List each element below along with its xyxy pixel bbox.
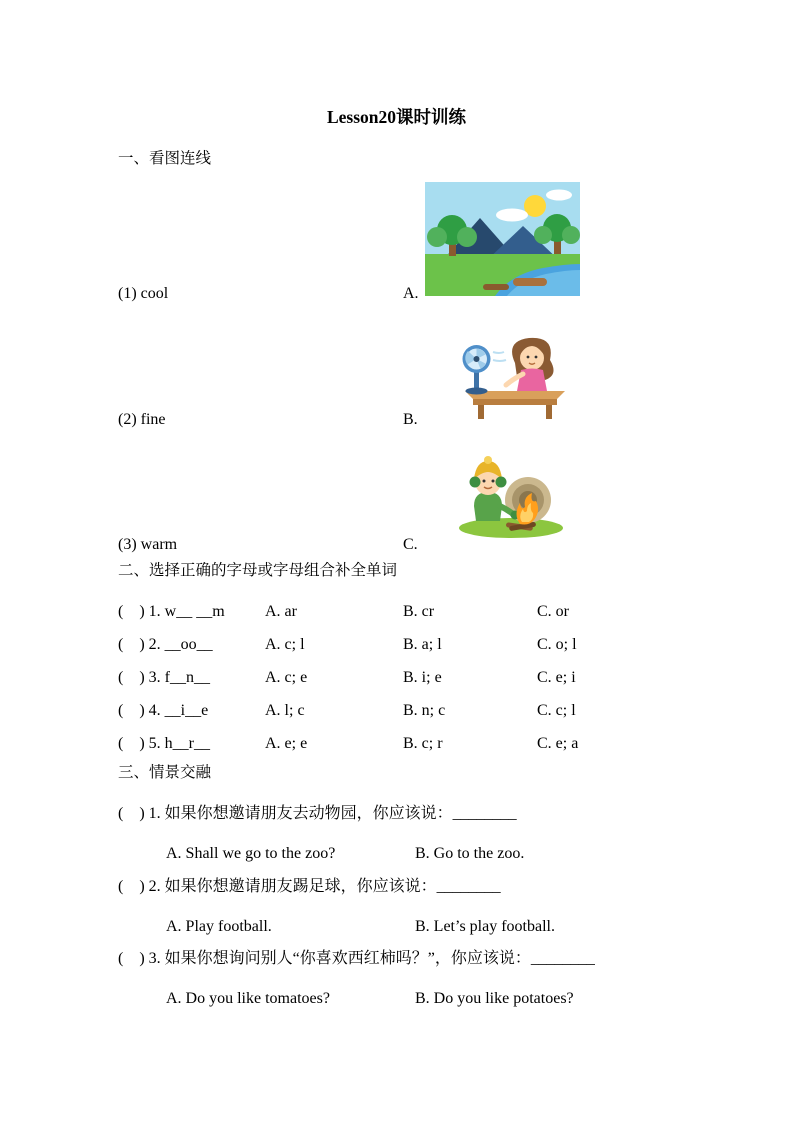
match-word-cool: (1) cool [118, 285, 169, 302]
word-option-1b: B. cr [403, 603, 435, 620]
word-option-4c: C. c; l [537, 702, 576, 719]
scenario-question-3: ( ) 3. 如果你想询问别人“你喜欢西红柿吗？”，你应该说：________ [118, 950, 595, 967]
worksheet-title: Lesson20课时训练 [326, 107, 467, 127]
picture-c-boy-campfire [456, 448, 566, 539]
fan-girl-illustration [437, 333, 567, 420]
word-option-1a: A. ar [265, 603, 297, 620]
word-option-5b: B. c; r [403, 735, 443, 752]
scenario-question-1: ( ) 1. 如果你想邀请朋友去动物园，你应该说：________ [118, 805, 517, 822]
match-letter-c: C. [403, 536, 418, 553]
word-question-3: ( ) 3. f__n__ [118, 669, 210, 686]
word-question-1: ( ) 1. w__ __m [118, 603, 225, 620]
match-word-warm: (3) warm [118, 536, 178, 553]
match-letter-b: B. [403, 411, 418, 428]
word-option-5a: A. e; e [265, 735, 308, 752]
word-option-3a: A. c; e [265, 669, 308, 686]
word-option-2a: A. c; l [265, 636, 305, 653]
word-option-4b: B. n; c [403, 702, 446, 719]
word-option-3c: C. e; i [537, 669, 576, 686]
word-question-5: ( ) 5. h__r__ [118, 735, 210, 752]
landscape-illustration [425, 182, 580, 296]
word-option-4a: A. l; c [265, 702, 305, 719]
section-one-heading: 一、看图连线 [118, 150, 212, 167]
scenario-option-1b: B. Go to the zoo. [415, 845, 525, 862]
word-option-2c: C. o; l [537, 636, 577, 653]
picture-b-girl-with-fan [437, 333, 567, 420]
word-option-2b: B. a; l [403, 636, 442, 653]
scenario-option-3a: A. Do you like tomatoes? [166, 990, 330, 1007]
section-three-heading: 三、情景交融 [118, 764, 212, 781]
word-option-3b: B. i; e [403, 669, 442, 686]
word-question-4: ( ) 4. __i__e [118, 702, 209, 719]
word-option-1c: C. or [537, 603, 569, 620]
scenario-option-2a: A. Play football. [166, 918, 272, 935]
match-word-fine: (2) fine [118, 411, 166, 428]
word-question-2: ( ) 2. __oo__ [118, 636, 213, 653]
scenario-option-1a: A. Shall we go to the zoo? [166, 845, 336, 862]
scenario-question-2: ( ) 2. 如果你想邀请朋友踢足球，你应该说：________ [118, 878, 501, 895]
scenario-option-2b: B. Let’s play football. [415, 918, 555, 935]
word-option-5c: C. e; a [537, 735, 579, 752]
match-letter-a: A. [403, 285, 419, 302]
section-two-heading: 二、选择正确的字母或字母组合补全单词 [118, 562, 398, 579]
scenario-option-3b: B. Do you like potatoes? [415, 990, 574, 1007]
picture-a-landscape [425, 182, 580, 296]
campfire-boy-illustration [456, 448, 566, 539]
